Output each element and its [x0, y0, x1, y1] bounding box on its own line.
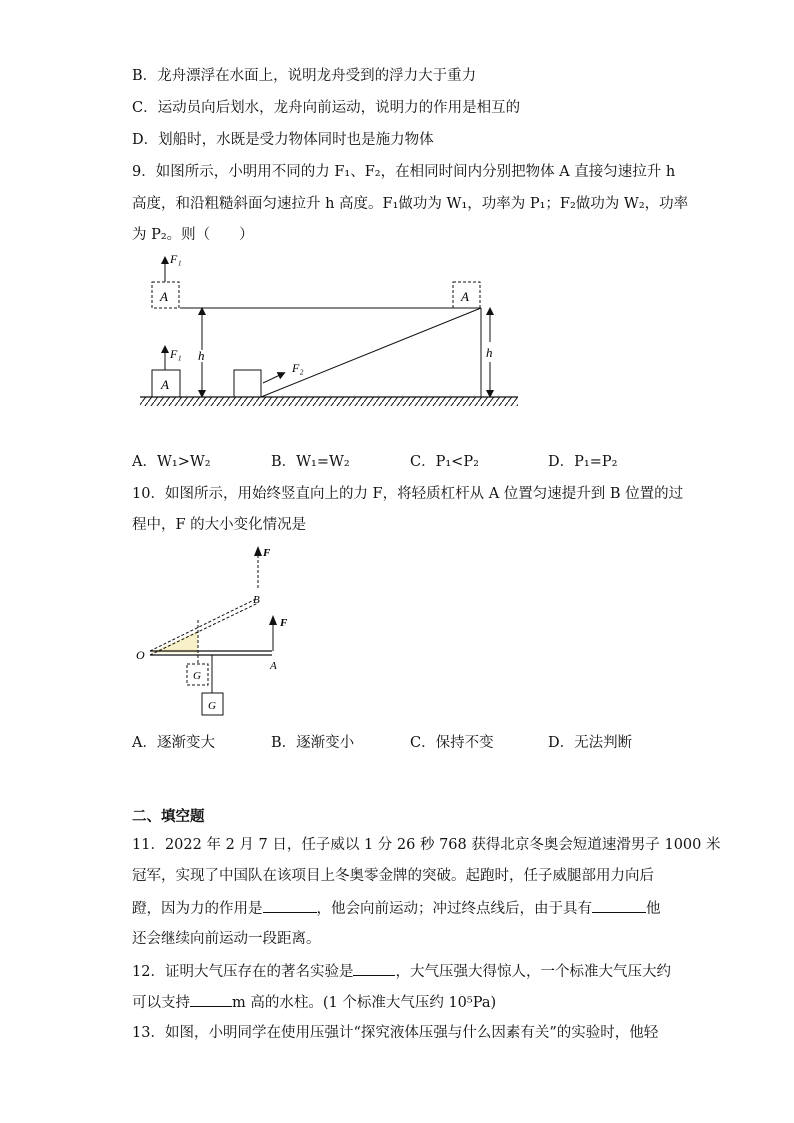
section-heading: 二、填空题 [132, 809, 205, 825]
f-arrowhead-a [269, 615, 277, 625]
q12-blank-1[interactable] [353, 961, 395, 976]
q11-line3-part3: 他 [646, 901, 661, 917]
q11-blank-2[interactable] [592, 898, 646, 913]
label-f1-top: F₁ [170, 252, 182, 266]
box-slope-start [234, 370, 261, 397]
q10-figure [128, 540, 308, 720]
q12-text-line1 [132, 961, 671, 982]
q10-option-d[interactable]: D．无法判断 [548, 735, 633, 751]
q10-text-line2: 程中，F 的大小变化情况是 [132, 517, 307, 533]
q10-option-c[interactable]: C．保持不变 [410, 735, 494, 751]
label-f2: F₂ [292, 361, 304, 375]
q11-text-line4: 还会继续向前运动一段距离。 [132, 931, 321, 947]
q12-line1-part2: ，大气压强大得惊人，一个标准大气压大约 [395, 964, 671, 980]
q9-text-line3: 为 P₂。则（ ） [132, 227, 254, 243]
ground-hatch [140, 397, 518, 406]
q12-blank-2[interactable] [190, 992, 232, 1007]
label-g-dashed: G [193, 670, 201, 682]
q12-line2-part2: m 高的水柱。(1 个标准大气压约 10⁵Pa) [232, 995, 497, 1011]
q11-text-line2: 冠军，实现了中国队在该项目上冬奥零金牌的突破。起跑时，任子威腿部用力向后 [132, 868, 654, 884]
q9-figure [130, 250, 530, 415]
label-h-left: h [198, 348, 205, 363]
q10-option-b[interactable]: B．逐渐变小 [271, 735, 355, 751]
q9-option-c[interactable]: C．P₁<P₂ [410, 454, 479, 470]
label-g-solid: G [208, 700, 216, 712]
q12-line1-part1: 12．证明大气压存在的著名实验是 [132, 964, 354, 980]
q11-line3-part2: ，他会向前运动；冲过终点线后，由于具有 [316, 901, 592, 917]
option-prev-b: B．龙舟漂浮在水面上，说明龙舟受到的浮力大于重力 [132, 68, 477, 84]
label-f-right: F [280, 617, 288, 629]
q10-text-line1: 10．如图所示，用始终竖直向上的力 F，将轻质杠杆从 A 位置匀速提升到 B 位置的过 [132, 486, 684, 502]
f2-arrow [263, 374, 282, 383]
q9-text-line2: 高度，和沿粗糙斜面匀速拉升 h 高度。F₁做功为 W₁，功率为 P₁；F₂做功为 W₂，功率 [132, 196, 689, 212]
q10-option-a[interactable]: A．逐渐变大 [132, 735, 215, 751]
f-arrowhead-b [254, 546, 262, 556]
label-f1-bottom: F₁ [170, 347, 182, 361]
option-prev-c: C．运动员向后划水，龙舟向前运动，说明力的作用是相互的 [132, 100, 521, 116]
q11-line3-part1: 蹬，因为力的作用是 [132, 901, 263, 917]
lever-b-position-upper [150, 599, 256, 651]
q9-option-d[interactable]: D．P₁=P₂ [548, 454, 618, 470]
label-b: B [253, 594, 260, 606]
label-a-top-left: A [160, 289, 168, 304]
q12-text-line2 [132, 992, 496, 1013]
q9-option-b[interactable]: B．W₁=W₂ [271, 454, 350, 470]
label-a: A [270, 660, 277, 672]
q13-text-line1: 13．如图，小明同学在使用压强计“探究液体压强与什么因素有关”的实验时，他轻 [132, 1025, 659, 1041]
label-h-right: h [486, 345, 493, 360]
angle-wedge [150, 631, 198, 653]
q11-blank-1[interactable] [263, 898, 317, 913]
option-prev-d: D．划船时，水既是受力物体同时也是施力物体 [132, 132, 434, 148]
incline [261, 308, 481, 397]
label-a-top-right: A [461, 289, 469, 304]
label-f-top: F [263, 547, 271, 559]
q9-option-a[interactable]: A．W₁>W₂ [132, 454, 211, 470]
q12-line2-part1: 可以支持 [132, 995, 190, 1011]
q11-text-line1: 11．2022 年 2 月 7 日，任子威以 1 分 26 秒 768 获得北京冬奥会短道速滑男子 1000 米 [132, 837, 721, 853]
lever-b-position-lower [150, 603, 258, 655]
q9-text-line1: 9．如图所示，小明用不同的力 F₁、F₂，在相同时间内分别把物体 A 直接匀速拉升 h [132, 164, 676, 180]
q11-text-line3 [132, 898, 661, 919]
label-a-bottom: A [161, 377, 169, 392]
label-o: O [136, 648, 145, 662]
